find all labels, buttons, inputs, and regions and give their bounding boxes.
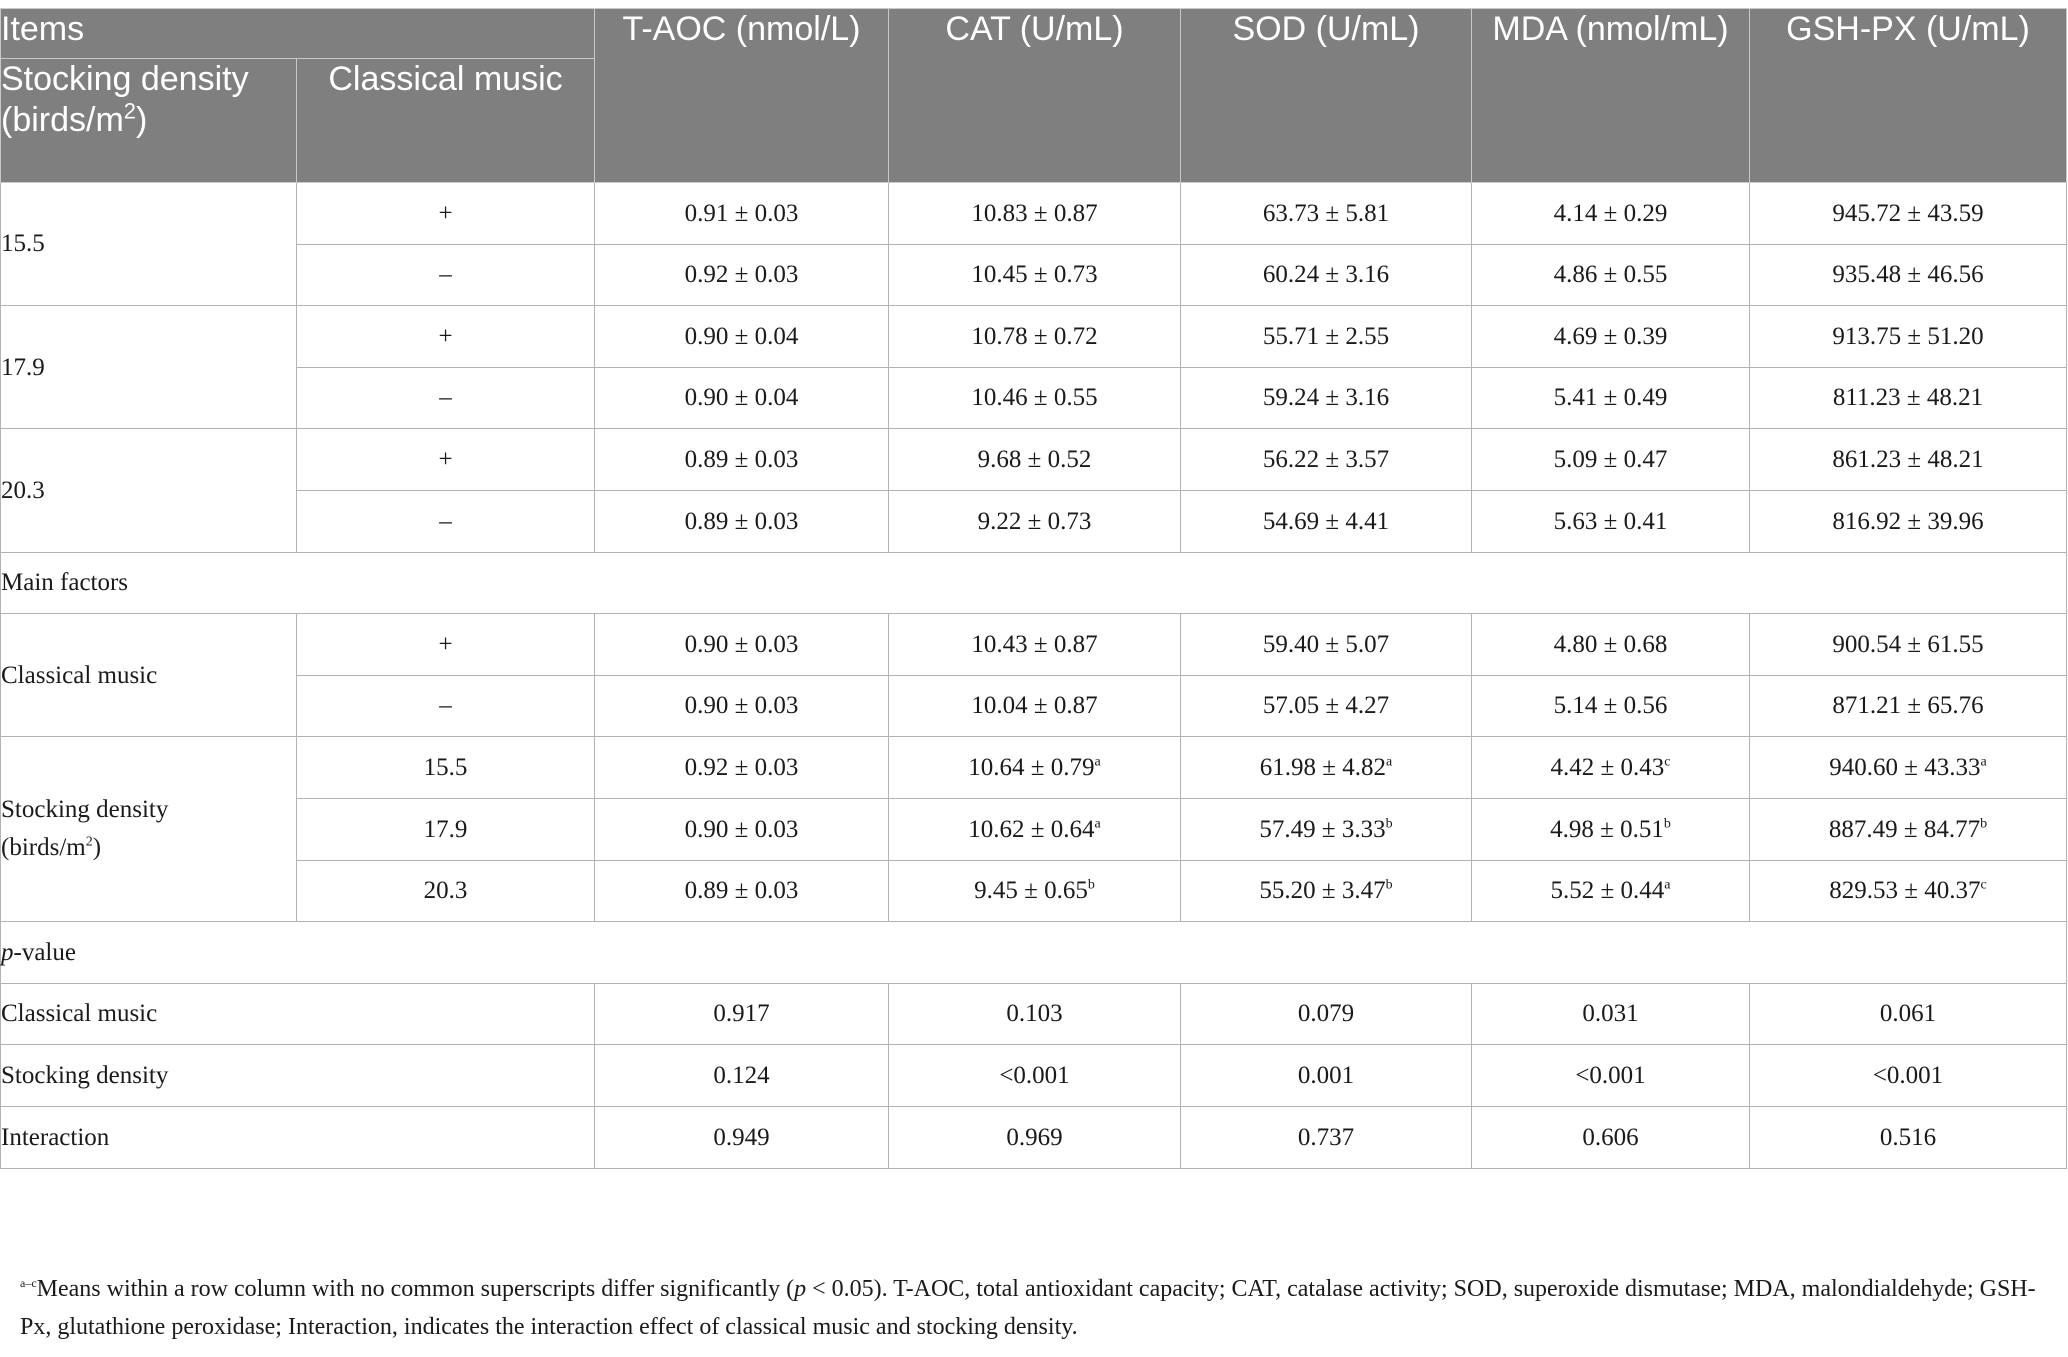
group-row-value-cell: 816.92 ± 39.96 (1750, 490, 2067, 552)
density-factor-row-value-cell (889, 798, 1181, 860)
factor-label-classical-music: Classical music (1, 614, 297, 737)
music-factor-row-value-cell: 59.40 ± 5.07 (1181, 614, 1472, 676)
section-row-main-factors (1, 552, 2067, 614)
table-row (1, 306, 2067, 368)
group-row-value-cell: 59.24 ± 3.16 (1181, 367, 1472, 429)
factor-level-cell: 20.3 (297, 860, 595, 922)
value-text: 61.98 ± 4.82 (1259, 754, 1386, 782)
pvalue-p: p (1, 938, 14, 966)
music-factor-row-value-cell: 871.21 ± 65.76 (1750, 675, 2067, 737)
music-factor-row-value-cell: 10.43 ± 0.87 (889, 614, 1181, 676)
group-row-value-cell: 935.48 ± 46.56 (1750, 244, 2067, 306)
pvalue-row-value-cell: 0.949 (595, 1106, 889, 1168)
group-row-value-cell: 0.90 ± 0.04 (595, 367, 889, 429)
header-t-aoc: T-AOC (nmol/L) (595, 9, 889, 183)
music-level-cell: – (297, 367, 595, 429)
group-row-value-cell: 63.73 ± 5.81 (1181, 183, 1472, 245)
header-mda: MDA (nmol/mL) (1472, 9, 1750, 183)
music-factor-row-value-cell: 57.05 ± 4.27 (1181, 675, 1472, 737)
value-superscript: a (1386, 754, 1393, 770)
group-row-value-cell: 945.72 ± 43.59 (1750, 183, 2067, 245)
group-row-value-cell: 4.86 ± 0.55 (1472, 244, 1750, 306)
factor-level-cell: – (297, 675, 595, 737)
music-factor-row-value-cell: 0.90 ± 0.03 (595, 675, 889, 737)
group-row-value-cell: 811.23 ± 48.21 (1750, 367, 2067, 429)
results-table (0, 8, 2067, 1169)
pvalue-row-value-cell: 0.124 (595, 1045, 889, 1107)
value-text: 10.62 ± 0.64 (968, 815, 1095, 843)
header-gsh-px: GSH-PX (U/mL) (1750, 9, 2067, 183)
footnote-text-b: < 0.05). T-AOC, total antioxidant capacity; CAT, catalase activity; SOD, superoxide dismutase; MDA, malondialdehyde; GSH-Px, glutathione peroxidase; Interaction, indicates the interaction effect of classical music and stocking density. (20, 1276, 2036, 1340)
value-superscript: a (1094, 754, 1101, 770)
header-items: Items (1, 9, 595, 59)
group-row-value-cell: 9.22 ± 0.73 (889, 490, 1181, 552)
music-factor-row-value-cell: 0.90 ± 0.03 (595, 614, 889, 676)
table-row (1, 614, 2067, 676)
group-row-value-cell: 913.75 ± 51.20 (1750, 306, 2067, 368)
pvalue-row-value-cell: 0.917 (595, 983, 889, 1045)
pvalue-row-value-cell: 0.103 (889, 983, 1181, 1045)
music-level-cell: + (297, 183, 595, 245)
density-factor-row-value-cell (1472, 860, 1750, 922)
value-superscript: b (1087, 877, 1095, 893)
table-body (1, 183, 2067, 1169)
pvalue-row-value-cell: 0.606 (1472, 1106, 1750, 1168)
pvalue-row-value-cell: <0.001 (889, 1045, 1181, 1107)
table-row (1, 1106, 2067, 1168)
header-cat: CAT (U/mL) (889, 9, 1181, 183)
density-factor-row-value-cell (1750, 798, 2067, 860)
density-factor-row-value-cell (1472, 798, 1750, 860)
value-text: 10.64 ± 0.79 (968, 754, 1095, 782)
value-text: 4.42 ± 0.43 (1550, 754, 1665, 782)
value-superscript: b (1663, 816, 1671, 832)
density-factor-row-value-cell (1472, 737, 1750, 799)
group-row-value-cell: 54.69 ± 4.41 (1181, 490, 1472, 552)
footnote-p: p (794, 1276, 807, 1302)
factor-level-cell: 17.9 (297, 798, 595, 860)
footnote (20, 1270, 2040, 1346)
music-level-cell: – (297, 490, 595, 552)
header-sod: SOD (U/mL) (1181, 9, 1472, 183)
pvalue-row-value-cell: 0.031 (1472, 983, 1750, 1045)
section-label-main-factors: Main factors (1, 552, 2067, 614)
table-row (1, 490, 2067, 552)
group-density-cell: 20.3 (1, 429, 297, 552)
table-row (1, 737, 2067, 799)
music-level-cell: – (297, 244, 595, 306)
group-row-value-cell: 0.89 ± 0.03 (595, 429, 889, 491)
density-factor-row-value-cell (1750, 737, 2067, 799)
group-row-value-cell: 4.14 ± 0.29 (1472, 183, 1750, 245)
header-classical-music: Classical music (297, 59, 595, 183)
table-row (1, 183, 2067, 245)
music-factor-row-value-cell: 4.80 ± 0.68 (1472, 614, 1750, 676)
density-factor-row-value-cell (1181, 737, 1472, 799)
value-superscript: c (1664, 754, 1671, 770)
group-density-cell: 17.9 (1, 306, 297, 429)
value-superscript: b (1980, 816, 1988, 832)
factor-level-cell: + (297, 614, 595, 676)
factor-label-stocking-density (1, 737, 297, 922)
pvalue-row-value-cell: 0.079 (1181, 983, 1472, 1045)
music-factor-row-value-cell: 10.04 ± 0.87 (889, 675, 1181, 737)
pvalue-row-value-cell: 0.969 (889, 1106, 1181, 1168)
value-text: 55.20 ± 3.47 (1259, 877, 1386, 905)
value-superscript: b (1385, 816, 1393, 832)
density-factor-row-value-cell: 0.89 ± 0.03 (595, 860, 889, 922)
footnote-sup: a–c (20, 1276, 37, 1290)
group-row-value-cell: 5.09 ± 0.47 (1472, 429, 1750, 491)
pvalue-row-value-cell: <0.001 (1472, 1045, 1750, 1107)
density-factor-row-value-cell: 0.92 ± 0.03 (595, 737, 889, 799)
pvalue-row-value-cell: 0.061 (1750, 983, 2067, 1045)
value-superscript: c (1980, 877, 1987, 893)
music-factor-row-value-cell: 5.14 ± 0.56 (1472, 675, 1750, 737)
density-factor-row-value-cell (1181, 860, 1472, 922)
group-row-value-cell: 55.71 ± 2.55 (1181, 306, 1472, 368)
table-row (1, 429, 2067, 491)
group-row-value-cell: 56.22 ± 3.57 (1181, 429, 1472, 491)
table-row (1, 675, 2067, 737)
pvalue-row-label: Stocking density (1, 1045, 595, 1107)
group-density-cell: 15.5 (1, 183, 297, 306)
music-factor-row-value-cell: 900.54 ± 61.55 (1750, 614, 2067, 676)
group-row-value-cell: 5.63 ± 0.41 (1472, 490, 1750, 552)
pvalue-row-value-cell: 0.516 (1750, 1106, 2067, 1168)
footnote-text-a: Means within a row column with no common superscripts differ significantly ( (36, 1276, 795, 1302)
factor-label-sup: 2 (85, 834, 93, 850)
density-factor-row-value-cell (1181, 798, 1472, 860)
factor-label-close: ) (92, 834, 102, 862)
pvalue-rest: -value (13, 938, 76, 966)
value-text: 940.60 ± 43.33 (1829, 754, 1981, 782)
music-level-cell: + (297, 306, 595, 368)
pvalue-row-value-cell: <0.001 (1750, 1045, 2067, 1107)
header-stocking-density (1, 59, 297, 183)
group-row-value-cell: 0.89 ± 0.03 (595, 490, 889, 552)
group-row-value-cell: 861.23 ± 48.21 (1750, 429, 2067, 491)
table-row (1, 244, 2067, 306)
value-text: 57.49 ± 3.33 (1259, 815, 1386, 843)
value-superscript: a (1094, 816, 1101, 832)
factor-label-line2: (birds/m (1, 834, 86, 862)
header-stocking-density-text: Stocking density (birds/m (1, 60, 249, 139)
group-row-value-cell: 0.92 ± 0.03 (595, 244, 889, 306)
pvalue-row-value-cell: 0.737 (1181, 1106, 1472, 1168)
value-text: 4.98 ± 0.51 (1550, 815, 1664, 843)
density-factor-row-value-cell (1750, 860, 2067, 922)
factor-level-cell: 15.5 (297, 737, 595, 799)
header-stocking-density-close: ) (136, 101, 148, 139)
group-row-value-cell: 4.69 ± 0.39 (1472, 306, 1750, 368)
value-superscript: b (1385, 877, 1393, 893)
header-row-1 (1, 9, 2067, 59)
table-header (1, 9, 2067, 183)
table-row (1, 1045, 2067, 1107)
table-row (1, 367, 2067, 429)
density-factor-row-value-cell (889, 737, 1181, 799)
group-row-value-cell: 10.83 ± 0.87 (889, 183, 1181, 245)
group-row-value-cell: 10.45 ± 0.73 (889, 244, 1181, 306)
value-text: 829.53 ± 40.37 (1829, 877, 1981, 905)
table-row (1, 983, 2067, 1045)
density-factor-row-value-cell (889, 860, 1181, 922)
group-row-value-cell: 10.46 ± 0.55 (889, 367, 1181, 429)
value-text: 5.52 ± 0.44 (1550, 877, 1665, 905)
pvalue-row-label: Interaction (1, 1106, 595, 1168)
group-row-value-cell: 9.68 ± 0.52 (889, 429, 1181, 491)
value-superscript: a (1980, 754, 1987, 770)
value-text: 9.45 ± 0.65 (974, 877, 1088, 905)
music-level-cell: + (297, 429, 595, 491)
section-row-pvalue (1, 922, 2067, 984)
group-row-value-cell: 0.90 ± 0.04 (595, 306, 889, 368)
pvalue-row-label: Classical music (1, 983, 595, 1045)
factor-label-line1: Stocking density (1, 796, 169, 824)
table-row (1, 860, 2067, 922)
pvalue-row-value-cell: 0.001 (1181, 1045, 1472, 1107)
header-stocking-density-sup: 2 (123, 98, 137, 124)
value-text: 887.49 ± 84.77 (1828, 815, 1981, 843)
density-factor-row-value-cell: 0.90 ± 0.03 (595, 798, 889, 860)
value-superscript: a (1664, 877, 1671, 893)
section-label-pvalue (1, 922, 2067, 984)
table-row (1, 798, 2067, 860)
group-row-value-cell: 0.91 ± 0.03 (595, 183, 889, 245)
group-row-value-cell: 60.24 ± 3.16 (1181, 244, 1472, 306)
group-row-value-cell: 5.41 ± 0.49 (1472, 367, 1750, 429)
group-row-value-cell: 10.78 ± 0.72 (889, 306, 1181, 368)
